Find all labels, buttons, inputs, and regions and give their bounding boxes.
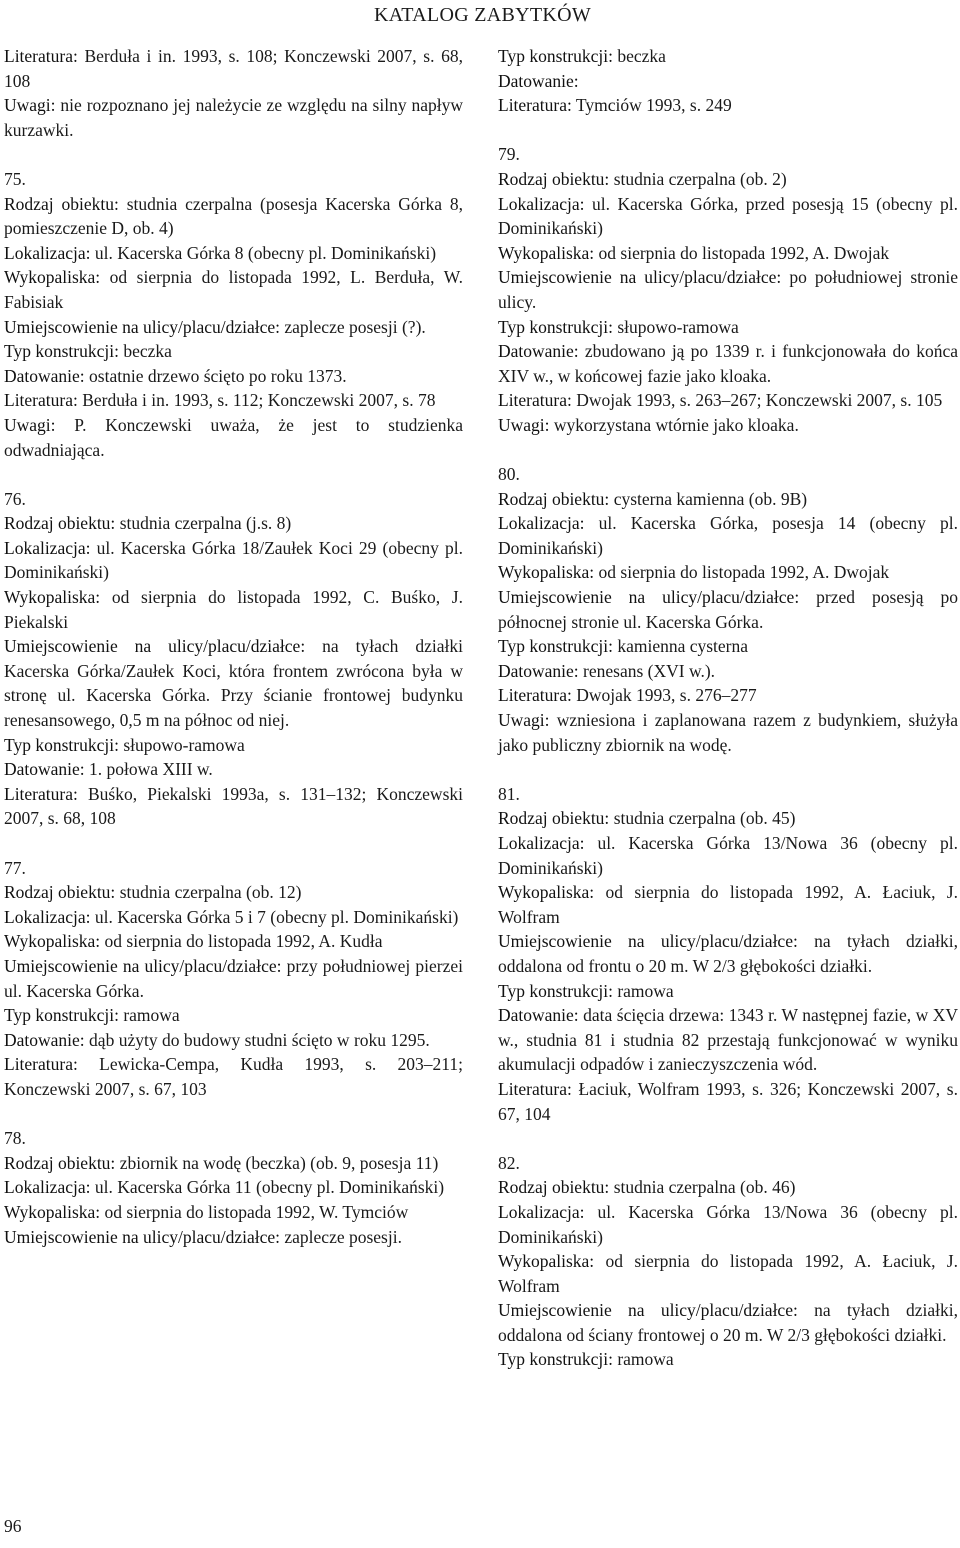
entry-field <box>498 806 958 831</box>
field-label: Literatura: <box>4 390 78 411</box>
field-label: Typ konstrukcji: <box>4 341 119 362</box>
field-value: studnia czerpalna (j.s. 8) <box>115 513 292 534</box>
field-label: Rodzaj obiektu: <box>498 168 610 189</box>
field-label: Uwagi: <box>498 414 550 435</box>
field-value: ostatnie drzewo ścięto po roku 1373. <box>84 365 347 386</box>
field-label: Typ konstrukcji: <box>498 636 613 657</box>
field-value: ul. Kacerska Górka 5 i 7 (obecny pl. Dominikański) <box>90 906 459 927</box>
field-value: wzniesiona i zaplanowana razem z budynkiem, służyła jako publiczny zbiornik na wodę. <box>498 710 958 755</box>
entry-field <box>4 315 463 340</box>
entry-field <box>4 1052 463 1101</box>
field-label: Rodzaj obiektu: <box>498 808 610 829</box>
field-value: ramowa <box>118 1005 180 1026</box>
entry-field <box>4 388 463 413</box>
field-value: zaplecze posesji. <box>280 1226 402 1247</box>
entry-field <box>498 1298 958 1347</box>
entry-field <box>498 1077 958 1126</box>
field-value: od sierpnia do listopada 1992, A. Dwojak <box>594 242 890 263</box>
entry-field <box>498 167 958 192</box>
field-label: Literatura: <box>498 685 572 706</box>
right-column <box>498 44 958 1397</box>
field-label: Rodzaj obiektu: <box>498 1177 610 1198</box>
field-value: Dwojak 1993, s. 276–277 <box>571 685 757 706</box>
entry-field <box>498 683 958 708</box>
catalog-entry <box>498 1151 958 1372</box>
field-value: ul. Kacerska Górka 13/Nowa 36 (obecny pl. Dominikański) <box>498 1201 958 1247</box>
field-label: Lokalizacja: <box>498 833 585 853</box>
entry-field <box>498 1347 958 1372</box>
entry-number: 78. <box>4 1128 26 1149</box>
entry-field <box>4 192 463 241</box>
entry-field <box>4 511 463 536</box>
field-label: Datowanie: <box>498 70 579 91</box>
entry-field <box>4 364 463 389</box>
field-value: Buśko, Piekalski 1993a, s. 131–132; Konczewski 2007, s. 68, 108 <box>4 783 463 829</box>
field-value: ramowa <box>612 980 674 1001</box>
field-label: Wykopaliska: <box>498 242 595 263</box>
field-value: ul. Kacerska Górka 13/Nowa 36 (obecny pl. Dominikański) <box>498 833 958 878</box>
entry-field <box>498 929 958 978</box>
field-value: ul. Kacerska Górka 8 (obecny pl. Dominikański) <box>90 242 437 263</box>
entry-field <box>4 905 463 930</box>
catalog-entry <box>4 487 463 831</box>
entry-field <box>498 241 958 266</box>
entry-field <box>498 560 958 585</box>
entry-field <box>4 585 463 634</box>
field-label: Lokalizacja: <box>498 1201 585 1222</box>
entry-field <box>498 511 958 560</box>
left-column <box>4 44 463 1274</box>
field-value: od sierpnia do listopada 1992, L. Berduła, W. Fabisiak <box>4 267 463 312</box>
field-label: Datowanie: <box>498 660 579 681</box>
field-label: Datowanie: <box>498 1005 579 1026</box>
field-label: Typ konstrukcji: <box>4 1005 119 1026</box>
field-value: beczka <box>612 46 666 66</box>
field-value: studnia czerpalna (ob. 46) <box>609 1177 796 1198</box>
entry-number: 82. <box>498 1152 520 1173</box>
field-label: Literatura: <box>4 783 78 804</box>
field-value: wykorzystana wtórnie jako kloaka. <box>549 414 799 435</box>
catalog-entry <box>498 142 958 437</box>
entry-field <box>498 585 958 634</box>
entry-field <box>4 1151 463 1176</box>
entry-field <box>4 880 463 905</box>
field-label: Uwagi: <box>498 710 550 731</box>
field-value: Dwojak 1993, s. 263–267; Konczewski 2007, s. 105 <box>571 390 943 411</box>
field-label: Typ konstrukcji: <box>498 980 613 1001</box>
entry-field <box>4 1028 463 1053</box>
entry-field <box>4 782 463 831</box>
entry-field <box>498 69 958 94</box>
entry-field <box>498 1003 958 1077</box>
catalog-entry <box>498 462 958 757</box>
field-label: Wykopaliska: <box>498 562 595 583</box>
entry-field <box>498 979 958 1004</box>
entry-number: 79. <box>498 144 520 165</box>
field-value: na tyłach działki, oddalona od ściany frontowej o 20 m. W 2/3 głębokości działki. <box>498 1300 958 1345</box>
field-value: na tyłach działki Kacerska Górka/Zaułek Koci, która frontem zwrócona była w stronę ul. Kacerska Górka. Przy ścianie frontowej budynku renesansowego, 0,5 m na północ od niej. <box>4 636 463 731</box>
field-label: Literatura: <box>498 95 572 116</box>
entry-number: 77. <box>4 857 26 878</box>
field-label: Lokalizacja: <box>4 537 91 558</box>
field-value: zbiornik na wodę (beczka) (ob. 9, posesja 11) <box>115 1152 439 1173</box>
field-label: Wykopaliska: <box>498 1251 595 1272</box>
field-value: ul. Kacerska Górka, przed posesją 15 (obecny pl. Dominikański) <box>498 193 958 239</box>
entry-number: 75. <box>4 168 26 189</box>
field-label: Umiejscowienie na ulicy/placu/działce: <box>498 587 800 608</box>
field-label: Umiejscowienie na ulicy/placu/działce: <box>4 316 281 337</box>
field-label: Literatura: <box>498 1078 572 1099</box>
field-label: Typ konstrukcji: <box>4 734 119 755</box>
field-label: Umiejscowienie na ulicy/placu/działce: <box>498 1300 798 1321</box>
entry-field <box>4 954 463 1003</box>
field-value: słupowo-ramowa <box>118 734 245 755</box>
field-value: zbudowano ją po 1339 r. i funkcjonowała do końca XIV w., w końcowej fazie jako kloaka. <box>498 341 958 386</box>
field-value: nie rozpoznano jej należycie ze względu na silny napływ kurzawki. <box>4 95 463 140</box>
entry-field <box>498 339 958 388</box>
field-value: dąb użyty do budowy studni ścięto w roku 1295. <box>84 1029 430 1050</box>
catalog-entry <box>4 856 463 1102</box>
field-label: Umiejscowienie na ulicy/placu/działce: <box>4 955 282 976</box>
entry-field <box>498 44 958 69</box>
entry-field <box>498 1200 958 1249</box>
entry-field <box>4 339 463 364</box>
field-label: Lokalizacja: <box>4 906 91 927</box>
field-value: przed posesją po północnej stronie ul. Kacerska Górka. <box>498 587 958 632</box>
entry-field <box>498 413 958 438</box>
field-label: Datowanie: <box>4 1029 85 1050</box>
field-value: 1. połowa XIII w. <box>84 759 213 780</box>
field-label: Typ konstrukcji: <box>498 316 613 337</box>
field-value: od sierpnia do listopada 1992, A. Łaciuk, J. Wolfram <box>498 882 958 927</box>
catalog-entry <box>4 167 463 462</box>
field-label: Umiejscowienie na ulicy/placu/działce: <box>4 636 306 657</box>
entry-field <box>4 1200 463 1225</box>
entry-field <box>498 93 958 118</box>
entry-field <box>4 733 463 758</box>
field-value: ul. Kacerska Górka 11 (obecny pl. Dominikański) <box>90 1177 445 1198</box>
field-value: od sierpnia do listopada 1992, C. Buśko, J. Piekalski <box>4 587 463 632</box>
entry-field <box>498 388 958 413</box>
entry-field <box>4 929 463 954</box>
field-label: Umiejscowienie na ulicy/placu/działce: <box>4 1226 281 1247</box>
entry-field <box>498 487 958 512</box>
catalog-entry <box>498 782 958 1126</box>
field-label: Rodzaj obiektu: <box>498 488 610 509</box>
field-label: Wykopaliska: <box>498 882 595 903</box>
catalog-entry <box>498 44 958 118</box>
field-label: Rodzaj obiektu: <box>4 882 116 903</box>
entry-field <box>4 1225 463 1250</box>
field-value: kamienna cysterna <box>612 636 749 657</box>
field-value: renesans (XVI w.). <box>578 660 716 681</box>
field-label: Datowanie: <box>4 759 85 780</box>
field-label: Datowanie: <box>4 365 85 386</box>
field-value: cysterna kamienna (ob. 9B) <box>609 488 808 509</box>
field-value: od sierpnia do listopada 1992, A. Kudła <box>100 931 383 952</box>
field-value: na tyłach działki, oddalona od frontu o 20 m. W 2/3 głębokości działki. <box>498 931 958 976</box>
field-label: Umiejscowienie na ulicy/placu/działce: <box>498 267 782 288</box>
field-value: ul. Kacerska Górka, posesja 14 (obecny pl. Dominikański) <box>498 513 958 558</box>
field-label: Wykopaliska: <box>4 931 101 952</box>
entry-field <box>498 1175 958 1200</box>
field-value: P. Konczewski uważa, że jest to studzienka odwadniająca. <box>4 414 463 460</box>
field-value: słupowo-ramowa <box>612 316 739 337</box>
entry-field <box>498 315 958 340</box>
field-label: Wykopaliska: <box>4 1201 101 1222</box>
field-value: Berduła i in. 1993, s. 108; Konczewski 2007, s. 68, 108 <box>4 46 463 91</box>
field-value: studnia czerpalna (posesja Kacerska Górka 8, pomieszczenie D, ob. 4) <box>4 193 463 239</box>
field-value: Lewicka-Cempa, Kudła 1993, s. 203–211; Konczewski 2007, s. 67, 103 <box>4 1054 463 1099</box>
entry-field <box>4 536 463 585</box>
field-label: Lokalizacja: <box>4 1177 91 1198</box>
field-value: Tymciów 1993, s. 249 <box>571 95 732 116</box>
entry-field <box>498 880 958 929</box>
field-label: Lokalizacja: <box>498 193 585 214</box>
entry-field <box>4 93 463 142</box>
entry-field <box>498 831 958 880</box>
entry-field <box>4 413 463 462</box>
entry-number: 76. <box>4 488 26 509</box>
field-label: Uwagi: <box>4 95 56 116</box>
field-value: od sierpnia do listopada 1992, A. Łaciuk, J. Wolfram <box>498 1251 958 1296</box>
entry-field <box>4 1175 463 1200</box>
entry-field <box>4 1003 463 1028</box>
entry-field <box>4 634 463 732</box>
entry-field <box>498 1249 958 1298</box>
field-value: studnia czerpalna (ob. 45) <box>609 808 796 829</box>
field-label: Rodzaj obiektu: <box>4 1152 116 1173</box>
field-label: Wykopaliska: <box>4 587 101 608</box>
field-label: Lokalizacja: <box>4 242 91 263</box>
field-value: po południowej stronie ulicy. <box>498 267 958 312</box>
field-label: Rodzaj obiektu: <box>4 513 116 534</box>
field-value: ul. Kacerska Górka 18/Zaułek Koci 29 (obecny pl. Dominikański) <box>4 537 463 583</box>
field-label: Typ konstrukcji: <box>498 1349 613 1370</box>
entry-field <box>4 265 463 314</box>
field-value: beczka <box>118 341 172 362</box>
entry-number: 81. <box>498 783 520 804</box>
field-value: zaplecze posesji (?). <box>280 316 426 337</box>
field-label: Uwagi: <box>4 414 56 435</box>
field-value: przy południowej pierzei ul. Kacerska Górka. <box>4 955 463 1001</box>
field-value: Berduła i in. 1993, s. 112; Konczewski 2007, s. 78 <box>77 390 436 411</box>
field-value: data ścięcia drzewa: 1343 r. W następnej fazie, w XV w., studnia 81 i studnia 82 przestają funkcjonować w wyniku akumulacji odpadów i zanieczyszczenia wód. <box>498 1005 958 1075</box>
entry-field <box>498 634 958 659</box>
field-label: Literatura: <box>498 390 572 411</box>
catalog-entry <box>4 1126 463 1249</box>
field-value: Łaciuk, Wolfram 1993, s. 326; Konczewski 2007, s. 67, 104 <box>498 1078 958 1124</box>
field-value: studnia czerpalna (ob. 2) <box>609 168 787 189</box>
catalog-entry <box>4 44 463 142</box>
entry-field <box>4 44 463 93</box>
field-label: Rodzaj obiektu: <box>4 193 119 214</box>
running-header: KATALOG ZABYTKÓW <box>374 4 592 26</box>
field-label: Umiejscowienie na ulicy/placu/działce: <box>498 931 798 952</box>
field-label: Literatura: <box>4 1054 78 1075</box>
field-value: studnia czerpalna (ob. 12) <box>115 882 302 903</box>
entry-field <box>4 757 463 782</box>
field-value: od sierpnia do listopada 1992, A. Dwojak <box>594 562 890 583</box>
field-label: Typ konstrukcji: <box>498 46 613 66</box>
field-label: Wykopaliska: <box>4 267 101 288</box>
field-value: od sierpnia do listopada 1992, W. Tymciów <box>100 1201 409 1222</box>
field-value: ramowa <box>612 1349 674 1370</box>
page-number: 96 <box>4 1516 22 1536</box>
entry-field <box>498 192 958 241</box>
entry-field <box>498 265 958 314</box>
field-label: Lokalizacja: <box>498 513 585 534</box>
field-label: Literatura: <box>4 46 78 66</box>
entry-field <box>498 708 958 757</box>
entry-field <box>498 659 958 684</box>
entry-field <box>4 241 463 266</box>
entry-number: 80. <box>498 464 520 485</box>
field-label: Datowanie: <box>498 341 579 362</box>
